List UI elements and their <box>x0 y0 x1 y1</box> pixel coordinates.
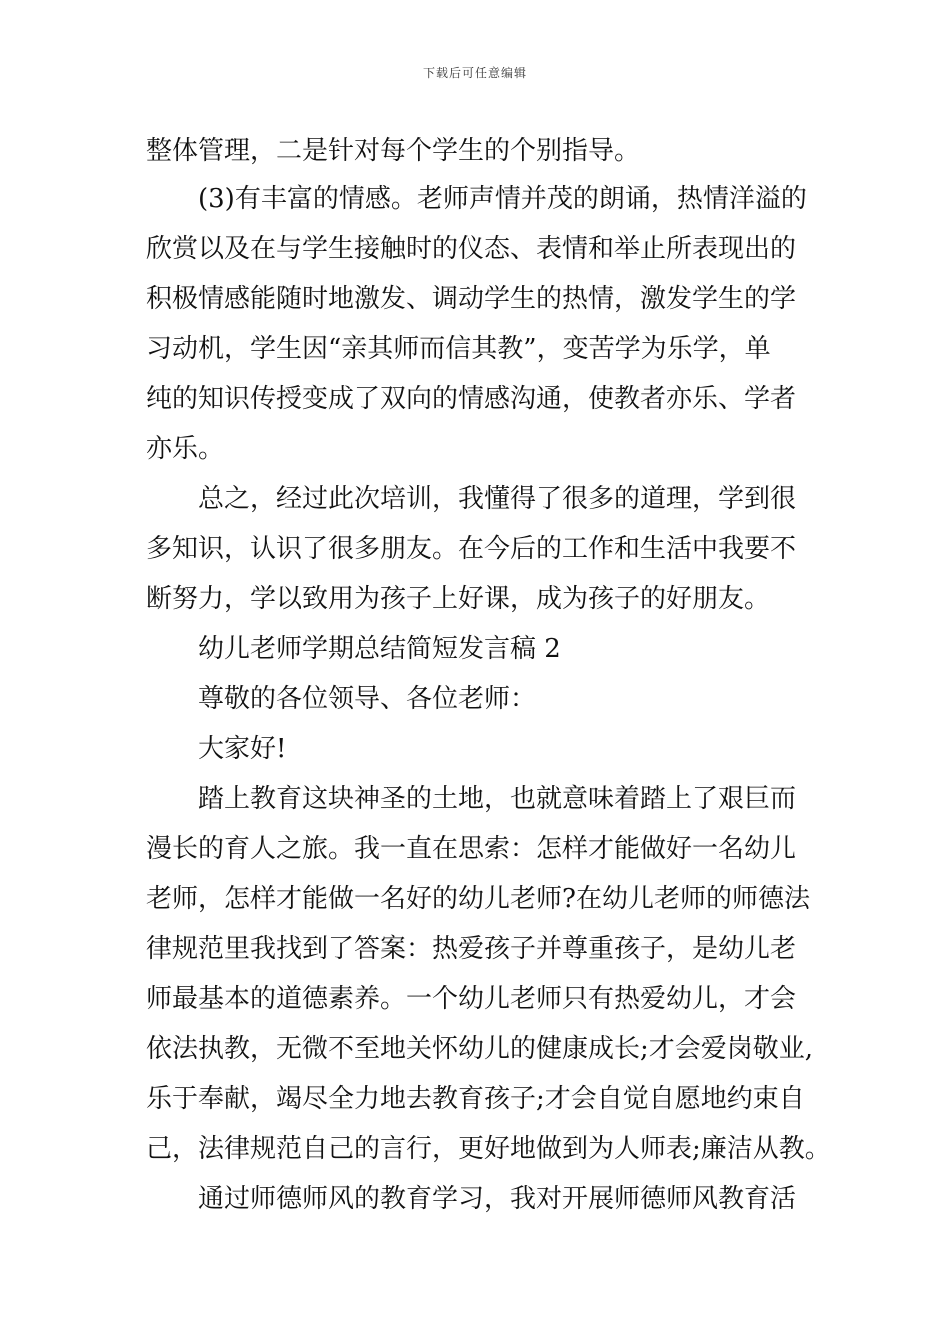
body-line: 欣赏以及在与学生接触时的仪态、表情和举止所表现出的 <box>146 234 797 264</box>
body-line: 习动机，学生因“亲其师而信其教”，变苦学为乐学，单 <box>146 334 771 364</box>
body-line: 总之，经过此次培训，我懂得了很多的道理，学到很 <box>198 484 797 514</box>
body-line: 乐于奉献，竭尽全力地去教育孩子;才会自觉自愿地约束自 <box>146 1084 805 1114</box>
page-header: 下载后可任意编辑 <box>422 66 527 80</box>
body-line: 师最基本的道德素养。一个幼儿老师只有热爱幼儿，才会 <box>146 984 797 1014</box>
body-line: 多知识，认识了很多朋友。在今后的工作和生活中我要不 <box>146 534 797 564</box>
body-line: (3)有丰富的情感。老师声情并茂的朗诵，热情洋溢的 <box>198 184 807 214</box>
body-line: 老师，怎样才能做一名好的幼儿老师?在幼儿老师的师德法 <box>146 884 810 914</box>
body-line: 亦乐。 <box>146 434 225 464</box>
body-line: 断努力，学以致用为孩子上好课，成为孩子的好朋友。 <box>146 584 771 614</box>
body-line: 己，法律规范自己的言行，更好地做到为人师表;廉洁从教。 <box>146 1134 831 1164</box>
body-line: 律规范里我找到了答案：热爱孩子并尊重孩子，是幼儿老 <box>146 934 797 964</box>
body-line: 纯的知识传授变成了双向的情感沟通，使教者亦乐、学者 <box>146 384 797 414</box>
body-line: 踏上教育这块神圣的土地，也就意味着踏上了艰巨而 <box>198 784 797 814</box>
body-line: 通过师德师风的教育学习，我对开展师德师风教育活 <box>198 1184 797 1214</box>
body-line: 整体管理，二是针对每个学生的个别指导。 <box>146 136 641 166</box>
greeting: 大家好! <box>198 734 287 764</box>
body-line: 漫长的育人之旅。我一直在思索：怎样才能做好一名幼儿 <box>146 834 797 864</box>
section-heading: 幼儿老师学期总结简短发言稿 2 <box>198 634 561 664</box>
body-line: 依法执教，无微不至地关怀幼儿的健康成长;才会爱岗敬业, <box>146 1034 814 1064</box>
body-line: 积极情感能随时地激发、调动学生的热情，激发学生的学 <box>146 284 797 314</box>
salutation: 尊敬的各位领导、各位老师： <box>198 684 537 714</box>
